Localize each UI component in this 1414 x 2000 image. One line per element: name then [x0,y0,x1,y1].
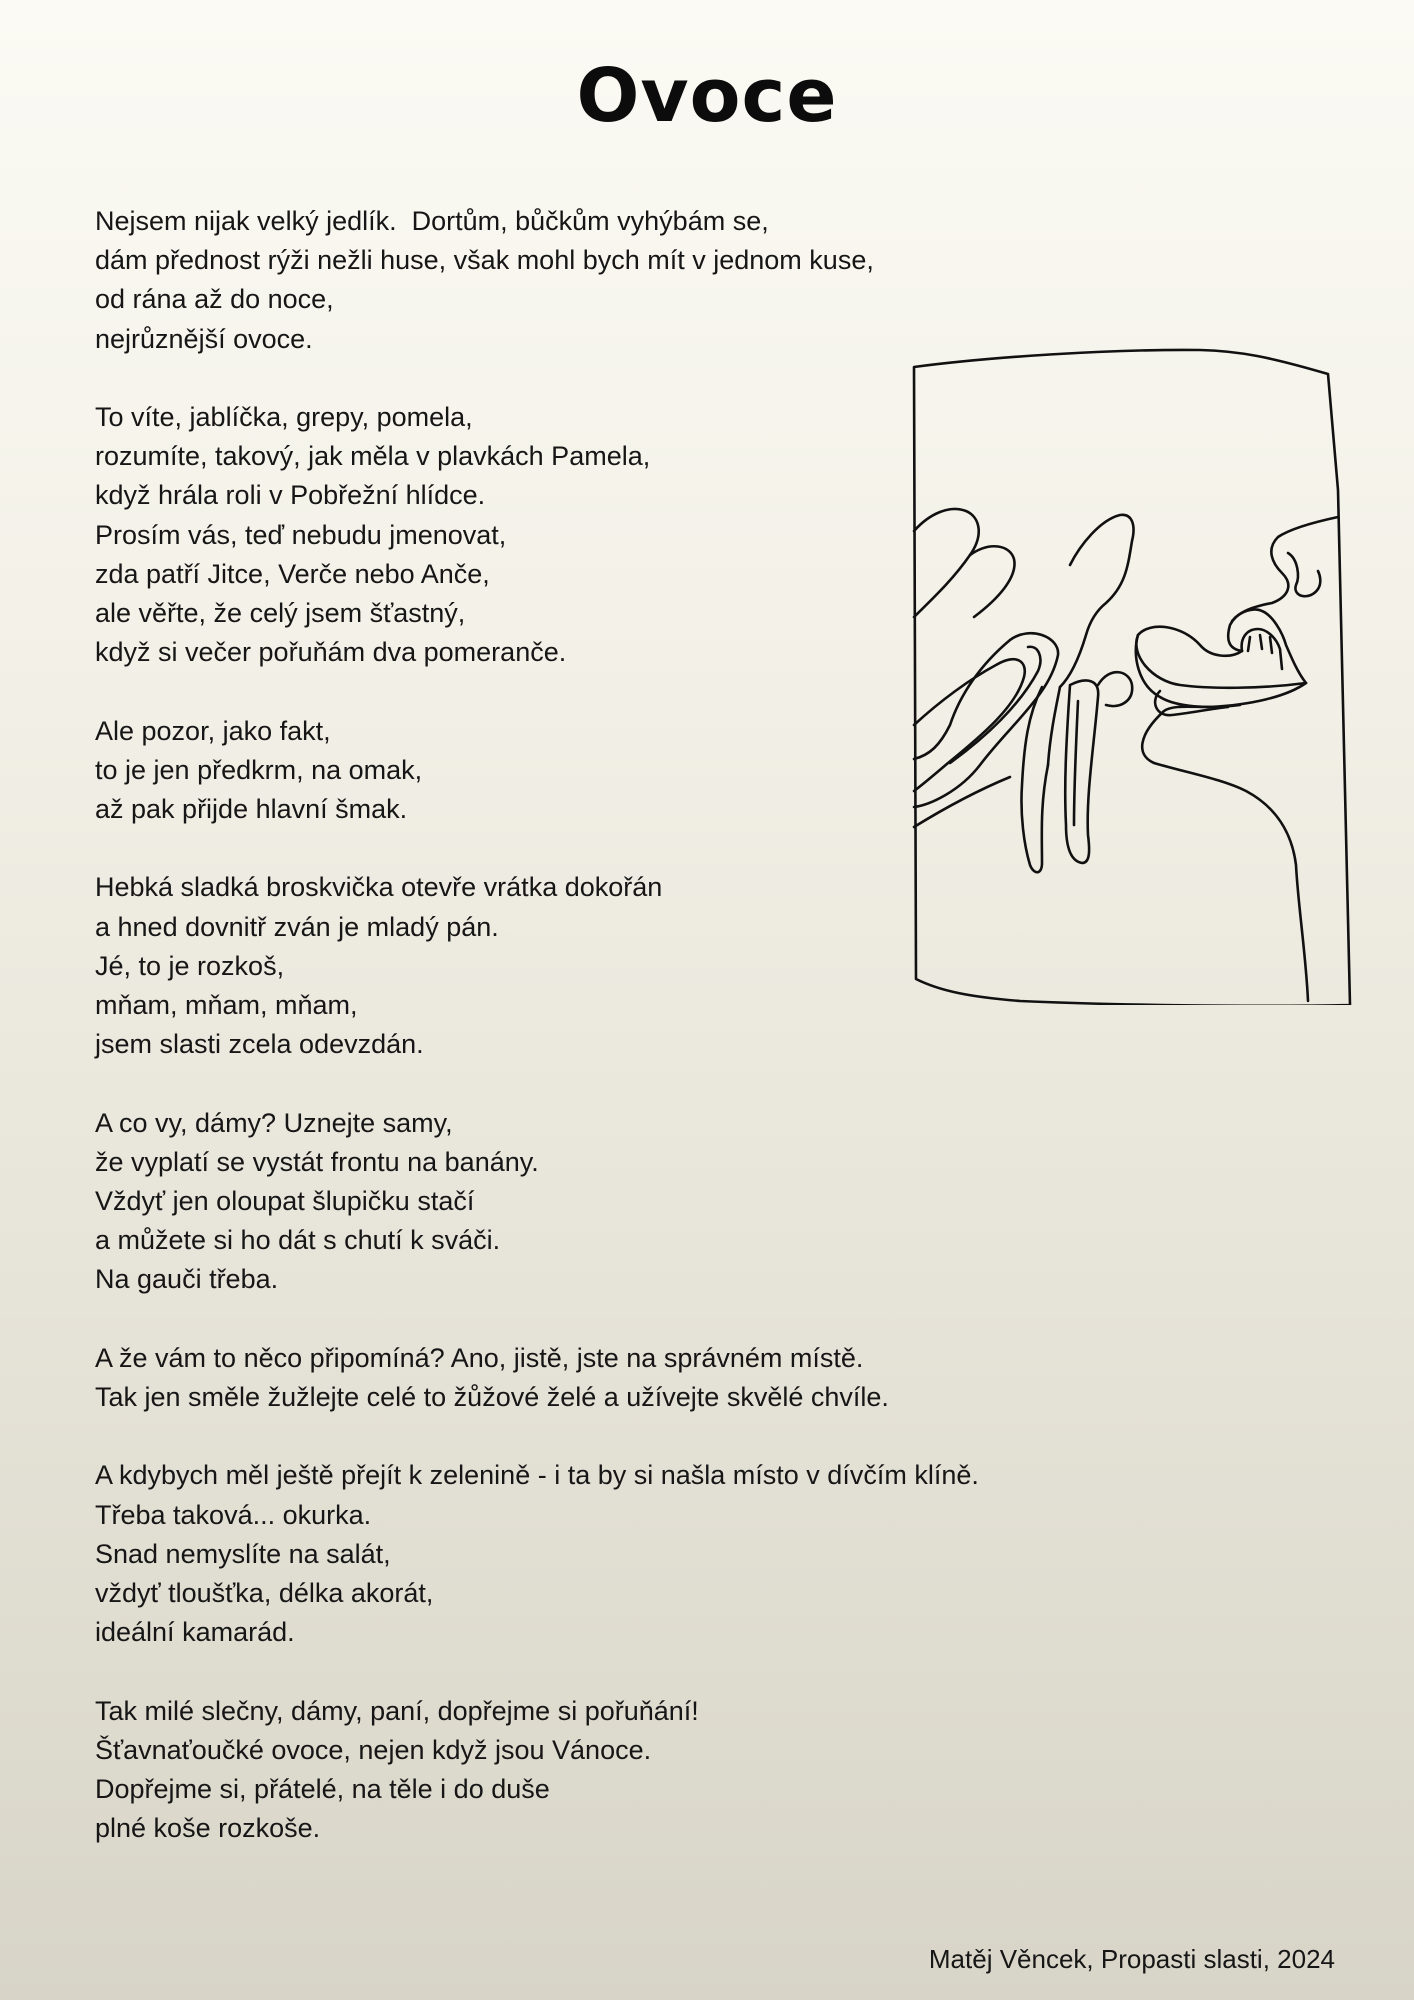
poem-line: Snad nemyslíte na salát, [95,1538,391,1569]
poem-line: To víte, jablíčka, grepy, pomela, [95,402,473,432]
poem-stanza [95,1692,1215,1849]
poem-stanza [95,1456,1215,1652]
poem-line: když hrála roli v Pobřežní hlídce. [95,480,486,511]
poem-line: rozumíte, takový, jak měla v plavkách Pamela, [95,441,651,472]
author-credit: Matěj Věncek, Propasti slasti, 2024 [928,1944,1335,1974]
poem-line: Tak milé slečny, dámy, paní, dopřejme si pořuňání! [95,1695,699,1726]
poem-title: Ovoce [576,53,838,139]
poem-line: Jé, to je rozkoš, [95,950,285,981]
poem-line: zda patří Jitce, Verče nebo Anče, [95,558,490,589]
poem-line: a hned dovnitř zván je mladý pán. [95,911,499,942]
poem-line: jsem slasti zcela odevzdán. [95,1029,424,1060]
poem-line: že vyplatí se vystát frontu na banány. [95,1146,539,1177]
poem-line: plné koše rozkoše. [95,1813,321,1844]
poem-line: ale věřte, že celý jsem šťastný, [95,598,466,629]
poem-line: Šťavnaťoučké ovoce, nejen když jsou Vánoce. [95,1734,652,1765]
poem-line: až pak přijde hlavní šmak. [95,794,408,825]
poem-line: Hebká sladká broskvička otevře vrátka dokořán [95,872,663,903]
poem-line: Ale pozor, jako fakt, [95,715,331,746]
poem-line: Tak jen směle žužlejte celé to žůžové želé a užívejte skvělé chvíle. [95,1382,889,1413]
poem-line: Na gauči třeba. [95,1264,279,1295]
poem-line: Dopřejme si, přátelé, na těle i do duše [95,1774,550,1805]
poem-line: mňam, mňam, mňam, [95,990,358,1021]
poem-line: A kdybych měl ještě přejít k zelenině - i ta by si našla místo v dívčím klíně. [95,1460,979,1491]
poem-line: to je jen předkrm, na omak, [95,754,423,785]
poem-line: od rána až do noce, [95,284,334,315]
poem-stanza [95,1339,1215,1417]
poem-line: když si večer pořuňám dva pomeranče. [95,637,567,668]
poem-line: Nejsem nijak velký jedlík. Dortům, bůčkům vyhýbám se, [95,206,769,236]
poem-line: A co vy, dámy? Uznejte samy, [95,1107,453,1138]
poem-line: vždyť tloušťka, délka akorát, [95,1578,434,1609]
line-drawing-face-banana-icon [910,345,1355,1005]
poem-line: Prosím vás, teď nebudu jmenovat, [95,519,507,550]
poem-line: ideální kamarád. [95,1617,295,1648]
poem-line: Třeba taková... okurka. [95,1499,372,1530]
poem-line: Vždyť jen oloupat šlupičku stačí [95,1186,475,1217]
poem-stanza [95,1104,1215,1300]
poem-line: nejrůznější ovoce. [95,323,313,354]
poem-stanza [95,202,1215,359]
poem-line: a můžete si ho dát s chutí k sváči. [95,1225,501,1256]
poem-line: dám přednost rýži nežli huse, však mohl bych mít v jednom kuse, [95,245,874,276]
poem-line: A že vám to něco připomíná? Ano, jistě, jste na správném místě. [95,1342,864,1373]
